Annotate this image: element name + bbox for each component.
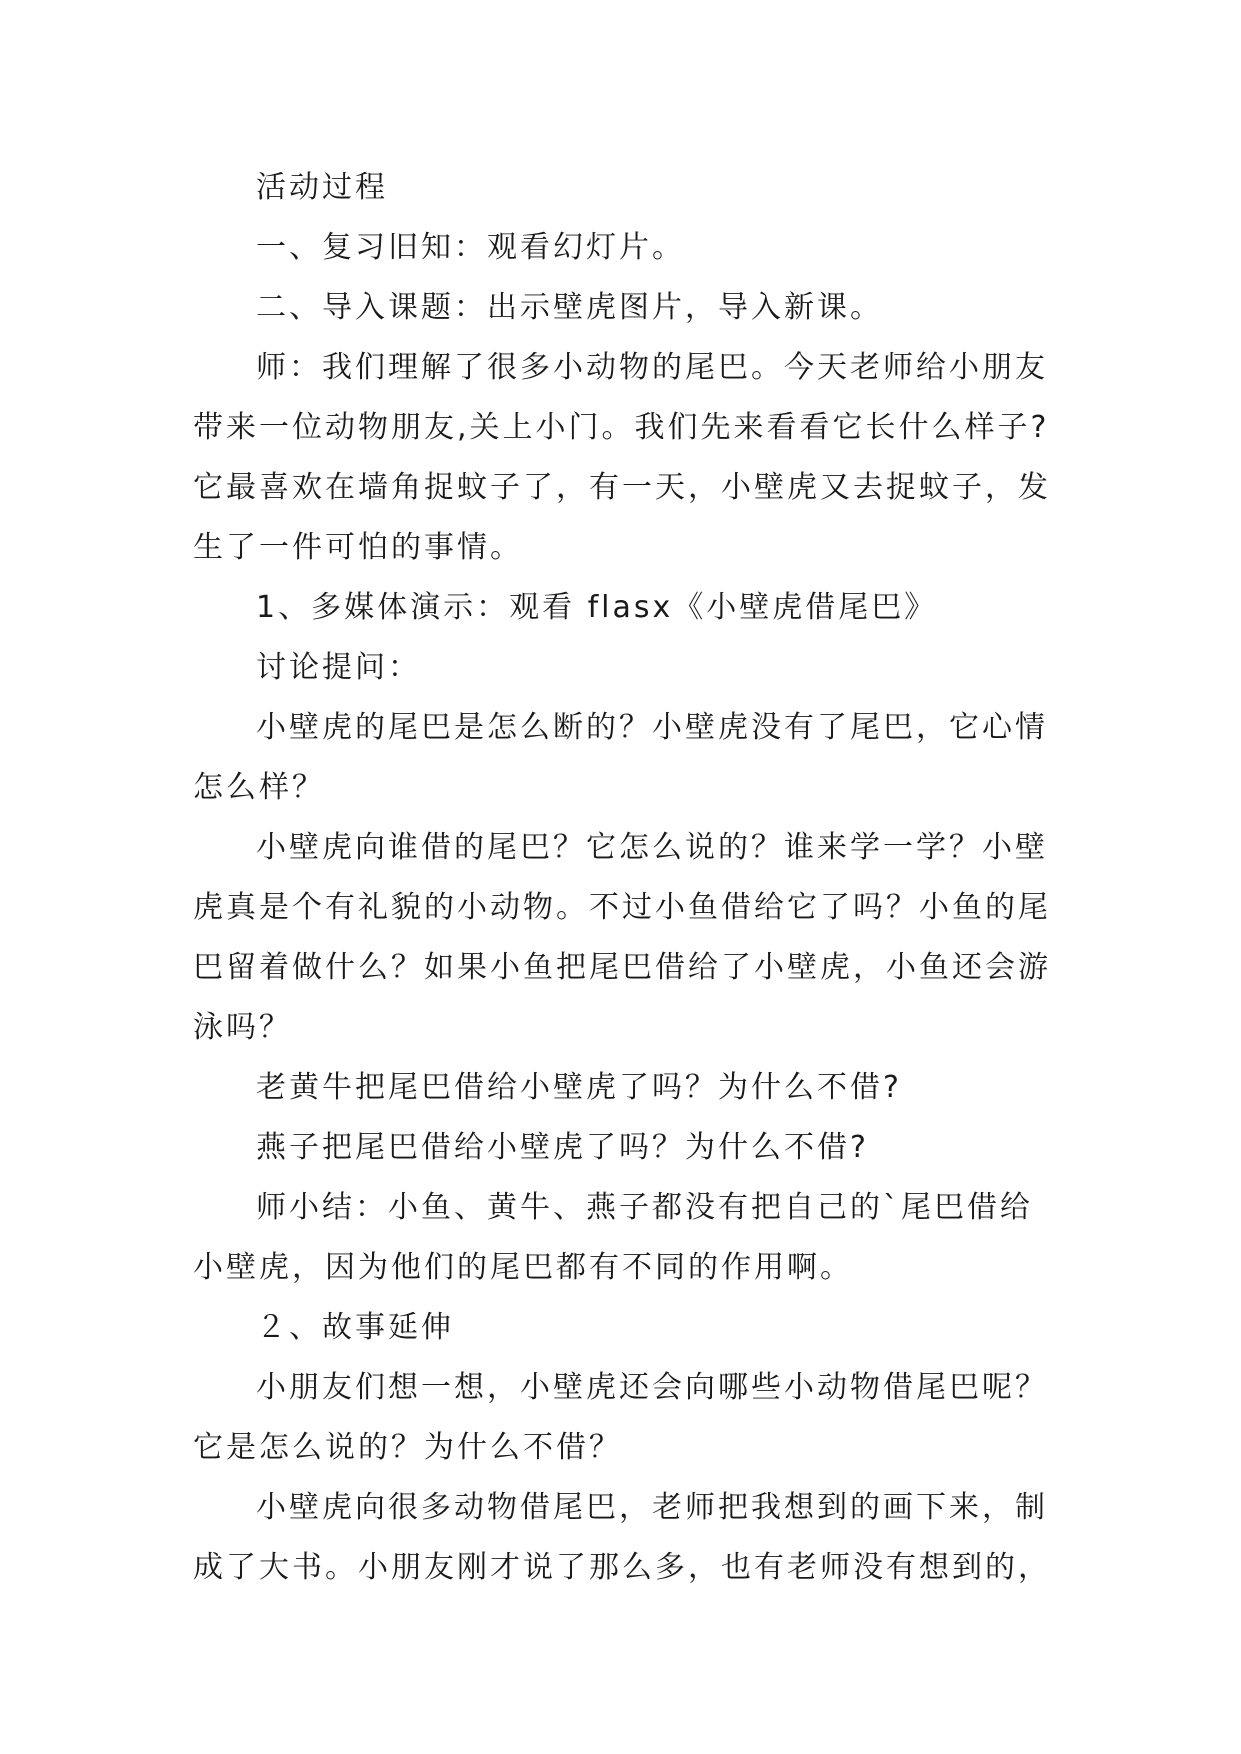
paragraph-introduction: 二、导入课题：出示壁虎图片，导入新课。	[256, 290, 883, 325]
paragraph-multimedia: 1、多媒体演示：观看 flasx《小壁虎借尾巴》	[256, 590, 938, 625]
paragraph-big-book: 小壁虎向很多动物借尾巴，老师把我想到的画下来，制成了大书。小朋友刚才说了那么多，也有老师没有想到的，	[193, 1490, 1051, 1585]
paragraph-question-ox: 老黄牛把尾巴借给小壁虎了吗？为什么不借?	[256, 1070, 902, 1105]
paragraph-think: 小朋友们想一想，小壁虎还会向哪些小动物借尾巴呢？它是怎么说的？为什么不借？	[193, 1370, 1048, 1465]
paragraph-question-fish: 小壁虎向谁借的尾巴？它怎么说的？谁来学一学？小壁虎真是个有礼貌的小动物。不过小鱼借给它了吗？小鱼的尾巴留着做什么？如果小鱼把尾巴借给了小壁虎，小鱼还会游泳吗？	[193, 830, 1051, 1045]
paragraph-question-swallow: 燕子把尾巴借给小壁虎了吗？为什么不借?	[256, 1130, 869, 1165]
paragraph-review: 一、复习旧知：观看幻灯片。	[256, 230, 685, 265]
section-heading-activity-process: 活动过程	[256, 170, 388, 205]
paragraph-story-extension: ２、故事延伸	[256, 1310, 454, 1345]
document-body	[193, 158, 1063, 1598]
paragraph-question-tail-broken: 小壁虎的尾巴是怎么断的？小壁虎没有了尾巴，它心情怎么样？	[193, 710, 1048, 805]
paragraph-teacher-summary: 师小结：小鱼、黄牛、燕子都没有把自己的`尾巴借给小壁虎，因为他们的尾巴都有不同的作用啊。	[193, 1190, 1033, 1285]
paragraph-discussion-heading: 讨论提问：	[256, 650, 421, 685]
paragraph-teacher-intro: 师：我们理解了很多小动物的尾巴。今天老师给小朋友带来一位动物朋友,关上小门。我们先来看看它长什么样子?它最喜欢在墙角捉蚊子了，有一天，小壁虎又去捉蚊子，发生了一件可怕的事情。	[193, 350, 1051, 565]
